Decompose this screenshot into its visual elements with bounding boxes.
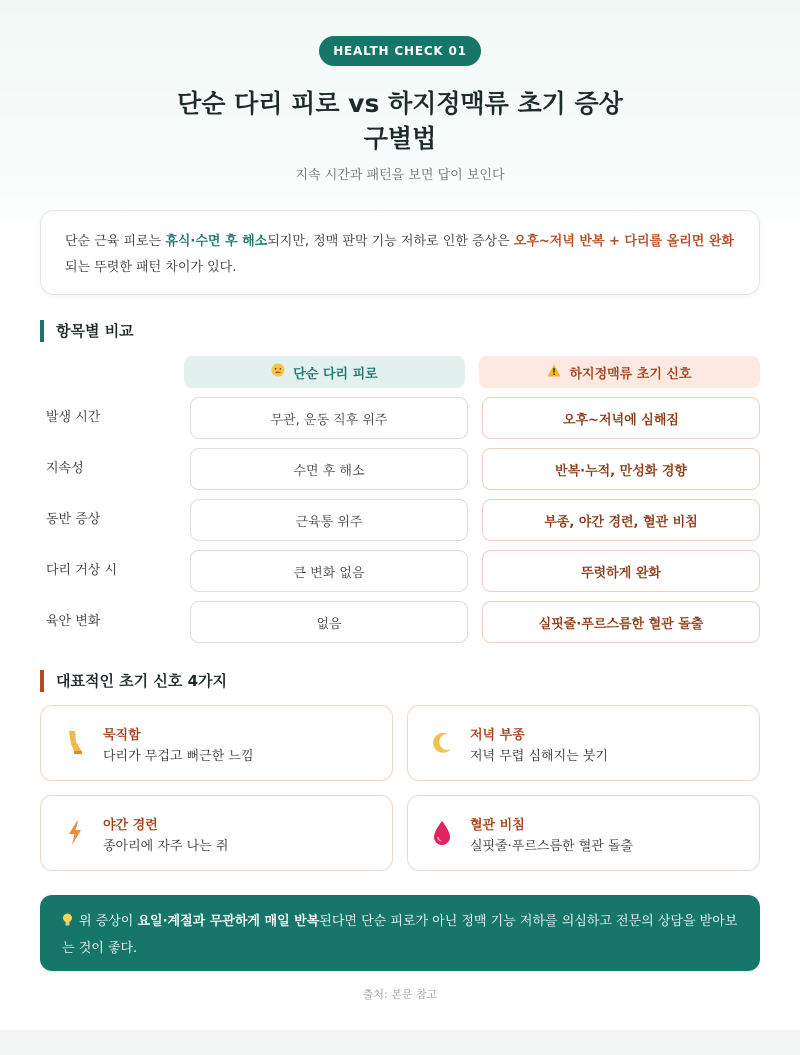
summary-text-3: 되는 뚜렷한 패턴 차이가 있다. <box>65 260 237 275</box>
row-label: 다리 거상 시 <box>46 563 118 578</box>
cell-warn: 반복·누적, 만성화 경향 <box>482 448 760 490</box>
advice-text-1: 위 증상이 <box>79 914 138 929</box>
signal-card <box>40 795 393 871</box>
column-header-warn <box>479 356 760 388</box>
signal-title: 저녁 부종 <box>470 728 525 743</box>
cell-warn: 실핏줄·푸르스름한 혈관 돌출 <box>482 601 760 643</box>
signal-card <box>407 795 760 871</box>
signal-desc: 종아리에 자주 나는 쥐 <box>103 839 229 854</box>
category-badge: HEALTH CHECK 01 <box>319 36 481 66</box>
cell-warn: 뚜렷하게 완화 <box>482 550 760 592</box>
signal-desc: 저녁 무렵 심해지는 붓기 <box>470 749 608 764</box>
signal-desc: 다리가 무겁고 뻐근한 느낌 <box>103 749 254 764</box>
advice-box <box>40 895 760 971</box>
cell-simple: 수면 후 해소 <box>190 448 468 490</box>
signal-title: 묵직함 <box>103 728 141 743</box>
cell-simple: 없음 <box>190 601 468 643</box>
page-subtitle: 지속 시간과 패턴을 보면 답이 보인다 <box>295 168 505 183</box>
row-label: 동반 증상 <box>46 512 101 527</box>
summary-text-2: 되지만, 정맥 판막 기능 저하로 인한 증상은 <box>267 234 514 249</box>
lightbulb-icon <box>62 911 73 936</box>
signal-card <box>407 705 760 781</box>
compare-section-title: 항목별 비교 <box>40 320 134 342</box>
source-note: 출처: 본문 참고 <box>362 988 438 1001</box>
warning-icon <box>547 364 561 381</box>
lightning-icon <box>63 818 87 848</box>
signals-section-title: 대표적인 초기 신호 4가지 <box>40 670 227 692</box>
summary-text-1: 단순 근육 피로는 <box>65 234 166 249</box>
page-title <box>100 86 700 156</box>
summary-box <box>40 210 760 295</box>
signal-title: 야간 경련 <box>103 818 158 833</box>
summary-highlight-pattern: 오후~저녁 반복 + 다리를 올리면 완화 <box>513 234 734 249</box>
row-label: 발생 시간 <box>46 410 101 425</box>
signal-title: 혈관 비침 <box>470 818 525 833</box>
leg-icon <box>63 728 87 758</box>
row-label: 육안 변화 <box>46 614 101 629</box>
cell-warn: 부종, 야간 경련, 혈관 비침 <box>482 499 760 541</box>
column-header-warn-label: 하지정맥류 초기 신호 <box>569 366 692 382</box>
cell-simple: 근육통 위주 <box>190 499 468 541</box>
signal-card <box>40 705 393 781</box>
column-header-simple-label: 단순 다리 피로 <box>293 366 378 382</box>
summary-highlight-rest: 휴식·수면 후 해소 <box>165 234 268 249</box>
column-header-simple <box>184 356 465 388</box>
row-label: 지속성 <box>46 461 84 476</box>
cell-simple: 무관, 운동 직후 위주 <box>190 397 468 439</box>
cell-simple: 큰 변화 없음 <box>190 550 468 592</box>
advice-text-2: 된다면 단순 피로가 아닌 정맥 기능 저하를 의심하고 전문의 상담을 받아보는 것이 좋다. <box>62 914 738 956</box>
tired-face-icon <box>271 363 285 381</box>
title-line-1: 단순 다리 피로 vs 하지정맥류 초기 증상 <box>177 89 623 118</box>
cell-warn: 오후~저녁에 심해짐 <box>482 397 760 439</box>
drop-icon <box>430 818 454 848</box>
advice-highlight: 요일·계절과 무관하게 매일 반복 <box>137 914 320 929</box>
signal-desc: 실핏줄·푸르스름한 혈관 돌출 <box>470 839 634 854</box>
title-line-2: 구별법 <box>363 124 437 153</box>
crescent-moon-icon <box>430 728 454 758</box>
